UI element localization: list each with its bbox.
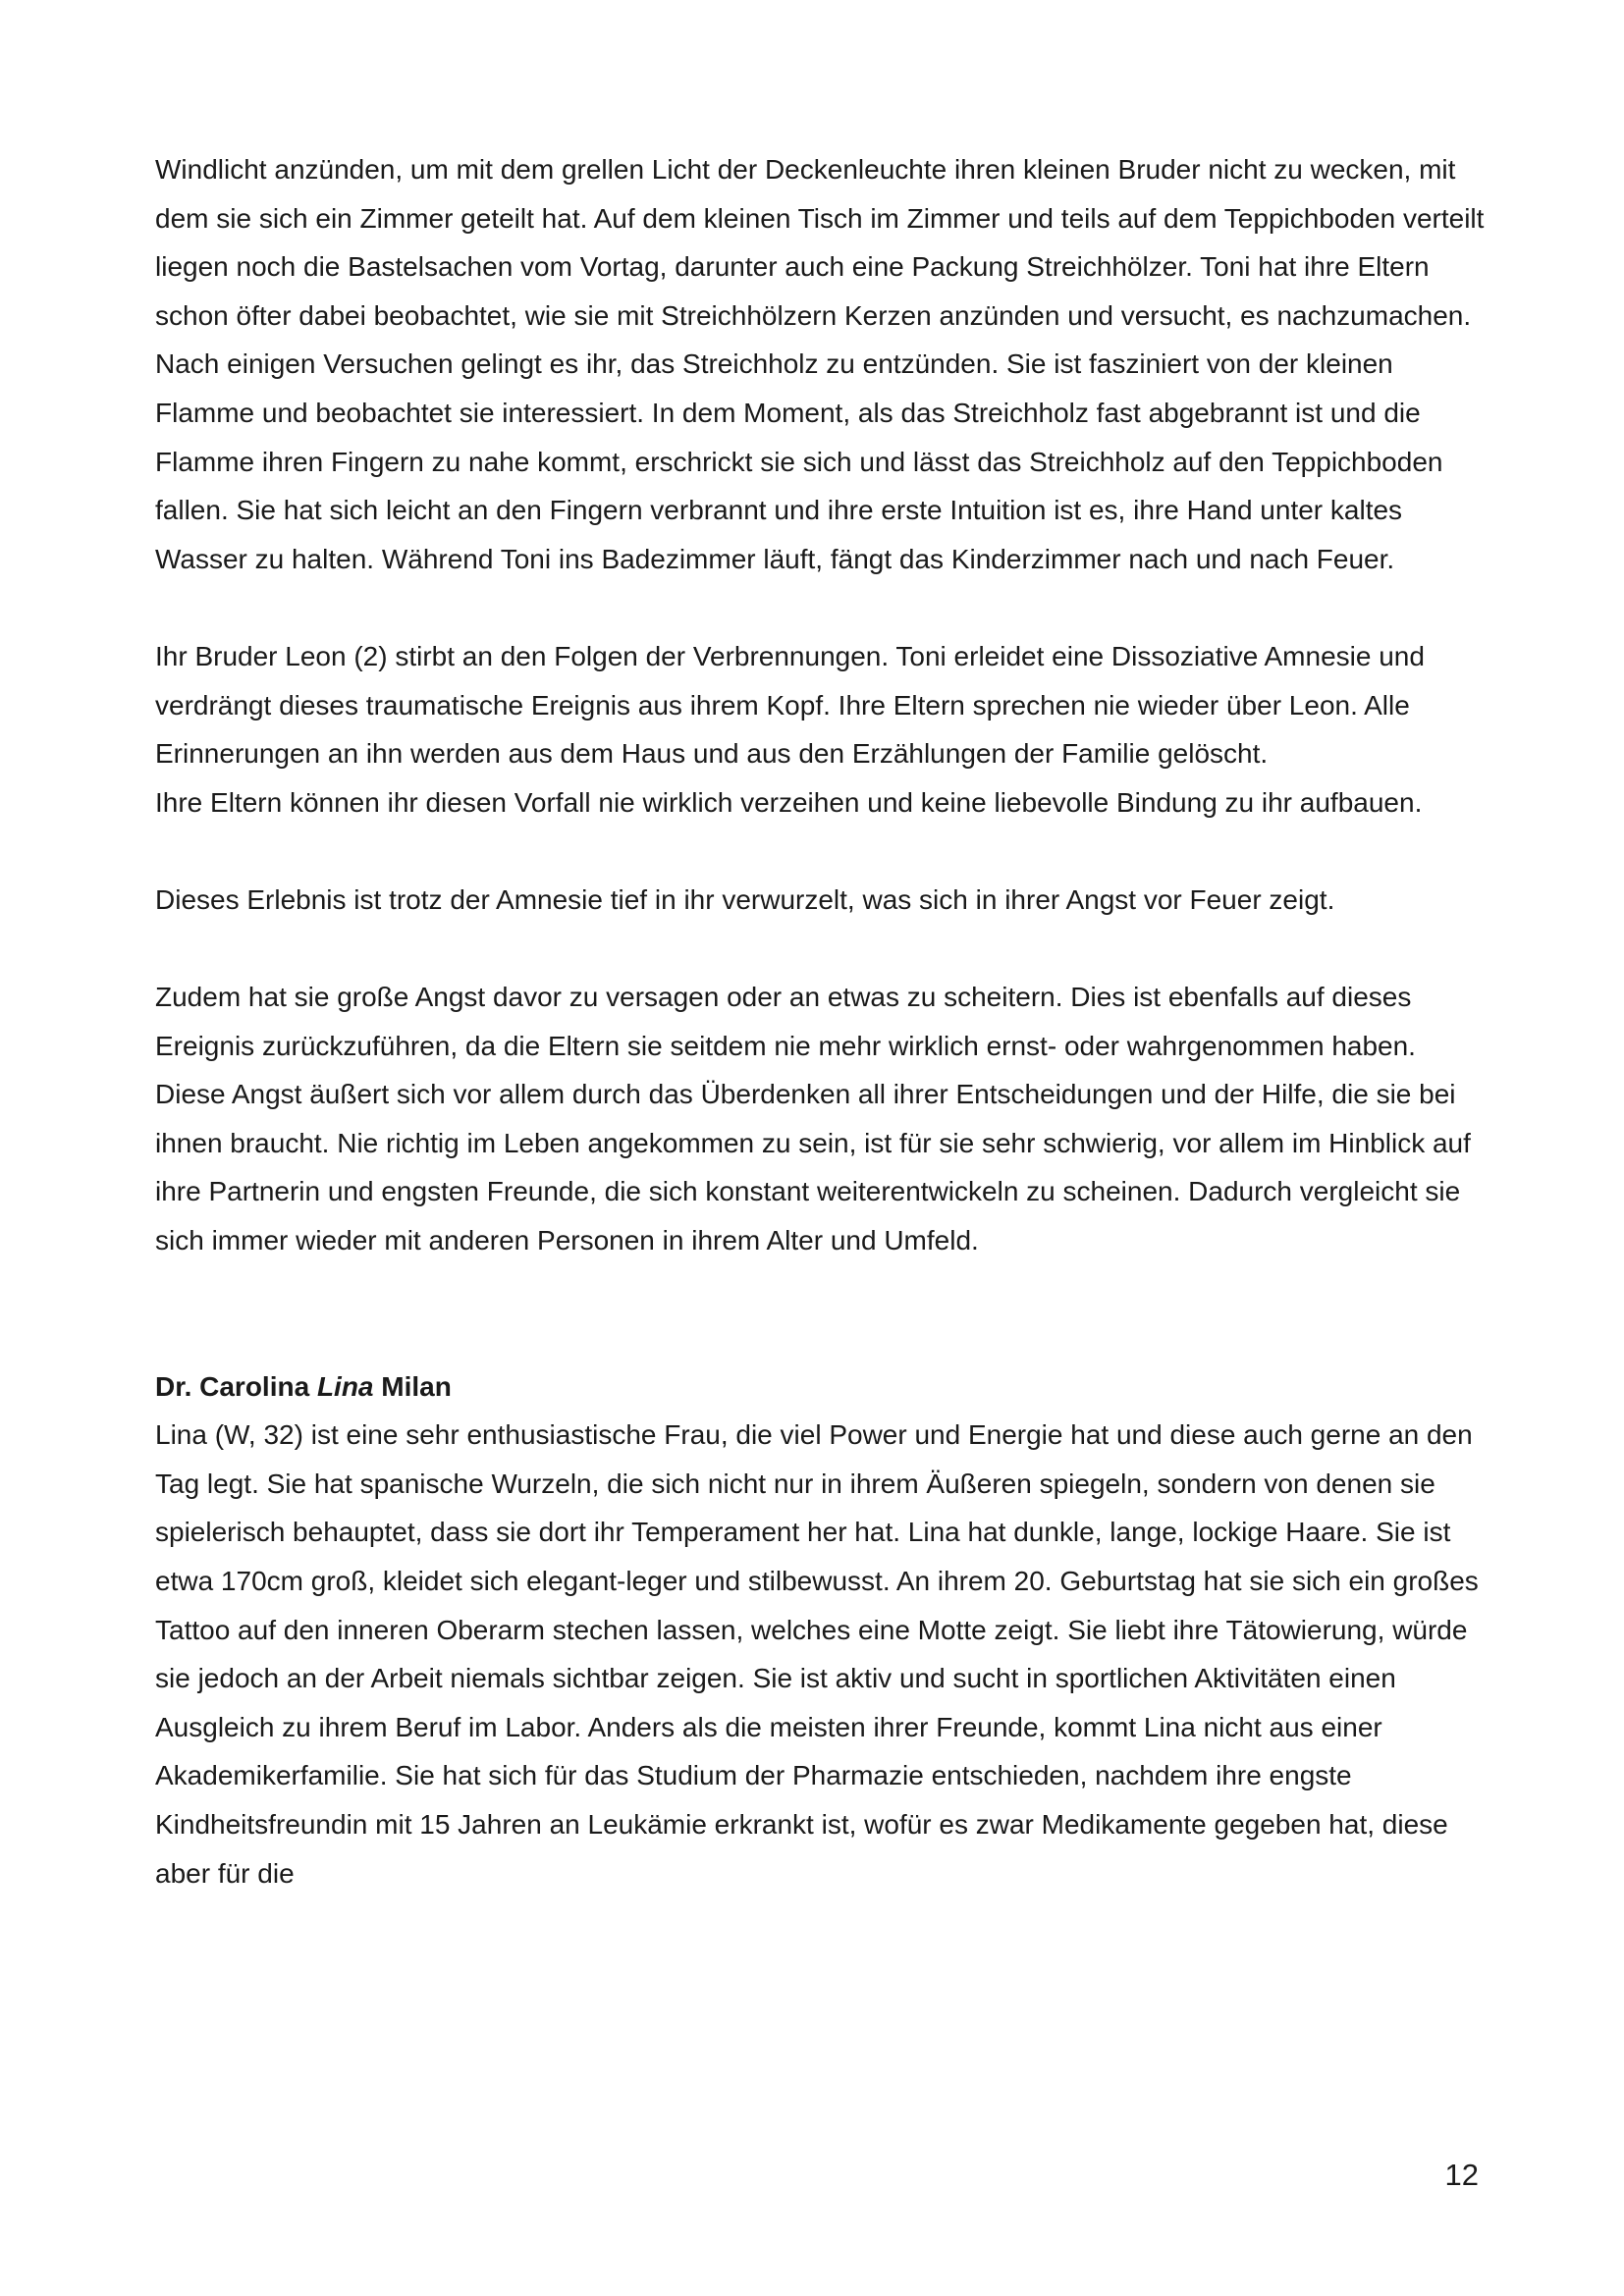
document-body — [155, 145, 1490, 1897]
paragraph-parents: Ihre Eltern können ihr diesen Vorfall nie wirklich verzeihen und keine liebevolle Bindung zu ihr aufbauen. — [155, 786, 1423, 818]
paragraph-overthinking: Diese Angst äußert sich vor allem durch das Überdenken all ihrer Entscheidungen und der Hilfe, die sie bei ihnen braucht. Nie richtig im Leben angekommen zu sein, ist für sie sehr schwierig, vor allem im Hinblick auf ihre Partnerin und engsten Freunde, die sich konstant weiterentwickeln zu scheinen. Dadurch vergleicht sie sich immer wieder mit anderen Personen in ihrem Alter und Umfeld. — [155, 1079, 1471, 1256]
heading-suffix: Milan — [373, 1370, 452, 1402]
paragraph-fear-of-fire: Dieses Erlebnis ist trotz der Amnesie tief in ihr verwurzelt, was sich in ihrer Angst vor Feuer zeigt. — [155, 883, 1335, 915]
paragraph-lina-description: Lina (W, 32) ist eine sehr enthusiastische Frau, die viel Power und Energie hat und diese auch gerne an den Tag legt. Sie hat spanische Wurzeln, die sich nicht nur in ihrem Äußeren spiegeln, sondern von denen sie spielerisch behauptet, dass sie dort ihr Temperament her hat. Lina hat dunkle, lange, lockige Haare. Sie ist etwa 170cm groß, kleidet sich elegant-leger und stilbewusst. An ihrem 20. Geburtstag hat sie sich ein großes Tattoo auf den inneren Oberarm stechen lassen, welches eine Motte zeigt. Sie liebt ihre Tätowierung, würde sie jedoch an der Arbeit niemals sichtbar zeigen. Sie ist aktiv und sucht in sportlichen Aktivitäten einen Ausgleich zu ihrem Beruf im Labor. Anders als die meisten ihrer Freunde, kommt Lina nicht aus einer Akademikerfamilie. Sie hat sich für das Studium der Pharmazie entschieden, nachdem ihre engste Kindheitsfreundin mit 15 Jahren an Leukämie erkrankt ist, wofür es zwar Medikamente gegeben hat, diese aber für die — [155, 1419, 1479, 1889]
paragraph-fear-of-failure: Zudem hat sie große Angst davor zu versagen oder an etwas zu scheitern. Dies ist ebenfalls auf dieses Ereignis zurückzuführen, da die Eltern sie seitdem nie mehr wirklich ernst- oder wahrgenommen haben. — [155, 982, 1416, 1061]
character-heading — [155, 1362, 1490, 1412]
paragraph-fire-incident: Windlicht anzünden, um mit dem grellen Licht der Deckenleuchte ihren kleinen Bruder nicht zu wecken, mit dem sie sich ein Zimmer geteilt hat. Auf dem kleinen Tisch im Zimmer und teils auf dem Teppichboden verteilt liegen noch die Bastelsachen vom Vortag, darunter auch eine Packung Streichhölzer. Toni hat ihre Eltern schon öfter dabei beobachtet, wie sie mit Streichhölzern Kerzen anzünden und versucht, es nachzumachen. Nach einigen Versuchen gelingt es ihr, das Streichholz zu entzünden. Sie ist fasziniert von der kleinen Flamme und beobachtet sie interessiert. In dem Moment, als das Streichholz fast abgebrannt ist und die Flamme ihren Fingern zu nahe kommt, erschrickt sie sich und lässt das Streichholz auf den Teppichboden fallen. Sie hat sich leicht an den Fingern verbrannt und ihre erste Intuition ist es, ihre Hand unter kaltes Wasser zu halten. Während Toni ins Badezimmer läuft, fängt das Kinderzimmer nach und nach Feuer. — [155, 154, 1485, 574]
heading-prefix: Dr. Carolina — [155, 1370, 317, 1402]
heading-nickname: Lina — [316, 1370, 374, 1402]
page-number: 12 — [1444, 2158, 1479, 2192]
paragraph-brother-leon: Ihr Bruder Leon (2) stirbt an den Folgen der Verbrennungen. Toni erleidet eine Dissoziative Amnesie und verdrängt dieses traumatische Ereignis aus ihrem Kopf. Ihre Eltern sprechen nie wieder über Leon. Alle Erinnerungen an ihn werden aus dem Haus und aus den Erzählungen der Familie gelöscht. — [155, 640, 1425, 770]
